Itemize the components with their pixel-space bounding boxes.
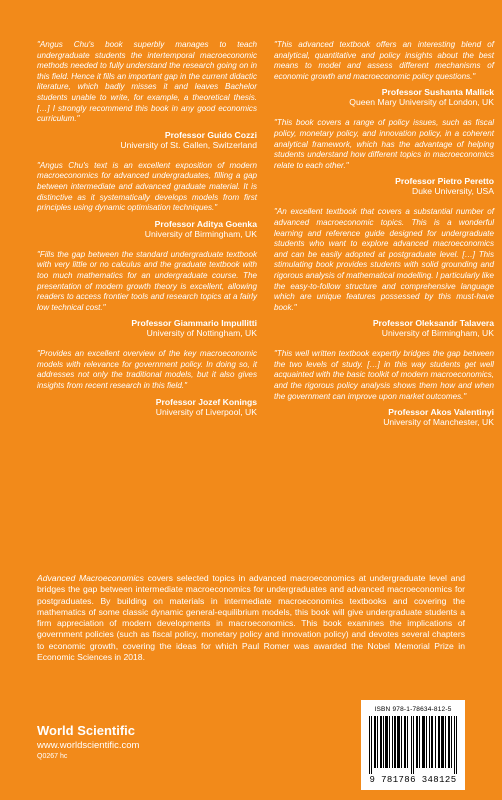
review-impullitti [37,250,257,340]
publisher-url: www.worldscientific.com [37,740,140,751]
review-talavera [274,207,494,339]
review-author: Professor Giammario Impullitti [131,318,257,329]
review-author: Professor Akos Valentinyi [388,407,494,418]
review-author: Professor Pietro Peretto [395,176,494,187]
left-reviews-column [37,40,257,428]
book-description-text: covers selected topics in advanced macroeconomics at undergraduate level and bridges the gap between intermediate macroeconomics for undergraduates and advanced macroeconomics for postgraduates. By building on materials in intermediate macroeconomics textbooks and covering the mathematics of some classic dynamic general-equilibrium models, this book will give undergraduate students a firm appreciation of modern developments in macroeconomics. This book examines the implications of government policies (such as fiscal policy, monetary policy and innovation policy) and devotes several chapters to economic growth, covering the ideas for which Paul Romer was awarded the Nobel Memorial Prize in Economic Sciences in 2018. [37,573,465,663]
review-affiliation: University of Liverpool, UK [155,406,257,417]
review-quote: "This advanced textbook offers an interesting blend of analytical, quantitative and policy insights about the best means to model and assess different mechanisms of economic growth and macroeconomic policy questions." [274,40,494,81]
review-quote: "Angus Chu's text is an excellent exposition of modern macroeconomics for advanced undergraduates, filling a gap between intermediate and advanced graduate material. It is distinctive as it systematically develops models from first principles using dynamic optimisation techniques." [37,160,257,213]
review-affiliation: Duke University, USA [412,186,494,197]
review-mallick [274,40,494,108]
review-quote: "Fills the gap between the standard undergraduate textbook with very little or no calculus and the graduate textbook with too much mathematics for an undergraduate course. The presentation of modern growth theory is excellent, allowing readers to access frontier tools and research topics at a fairly low technical cost." [37,249,257,312]
review-author: Professor Guido Cozzi [164,129,257,140]
review-quote: "This book covers a range of policy issues, such as fiscal policy, monetary policy, and innovation policy, in a coherent analytical framework, which has the advantage of helping students understand how different topics in macroeconomics relate to each other." [274,118,494,170]
review-author: Professor Aditya Goenka [154,218,257,229]
barcode-icon [369,716,457,774]
review-quote: "An excellent textbook that covers a substantial number of advanced macroeconomic topics. This is a wonderful learning and reference guide designed for undergraduate students who want to explore advanced macroeconomics and can be easily adopted at postgraduate level. […] This stimulating book provides students with solid grounding and rigorous analysis of mathematical modelling. I particularly like the easy-to-follow structure and comprehensive language which are unique features possessed by this must-have book." [274,207,494,312]
right-reviews-column [274,40,494,438]
review-affiliation: University of St. Gallen, Switzerland [120,139,257,150]
review-author: Professor Sushanta Mallick [381,87,494,98]
review-peretto [274,118,494,197]
review-konings [37,349,257,417]
review-goenka [37,161,257,240]
ean-number: 9 781786 348125 [369,775,457,785]
review-quote: "Angus Chu's book superbly manages to teach undergraduate students the intertemporal macroeconomic methods needed to fully understand the research going on in this field. Hence it fills an important gap in the current didactic literature, which badly misses it and leaves Bachelor students unable to write, for example, a theoretical thesis. […] I strongly recommend this book in any good economics curriculum." [37,40,257,124]
review-quote: "Provides an excellent overview of the key macroeconomic models with relevance for government policy. In doing so, it addresses not only the traditional models, but it also gives insights from recent research in this field." [37,349,257,391]
review-affiliation: University of Birmingham, UK [144,228,257,239]
review-cozzi [37,40,257,151]
review-author: Professor Oleksandr Talavera [372,318,494,329]
book-title: Advanced Macroeconomics [37,573,144,583]
review-affiliation: University of Birmingham, UK [381,328,494,339]
book-description [37,573,465,663]
review-quote: "This well written textbook expertly bridges the gap between the two levels of study. […] in this way students get well acquainted with the basic toolkit of modern macroeconomics, and the rigorous policy analysis shows them how and when the government can improve upon market outcomes." [274,349,494,401]
review-author: Professor Jozef Konings [155,396,257,407]
review-affiliation: University of Nottingham, UK [146,328,257,339]
review-valentinyi [274,349,494,428]
review-affiliation: University of Manchester, UK [383,417,494,428]
product-code: Q0267 hc [37,753,68,760]
review-affiliation: Queen Mary University of London, UK [349,97,494,108]
barcode-panel [361,700,465,790]
isbn-label: ISBN 978-1-78634-812-5 [374,706,452,713]
publisher-name: World Scientific [37,723,135,738]
publisher-block [37,723,139,762]
